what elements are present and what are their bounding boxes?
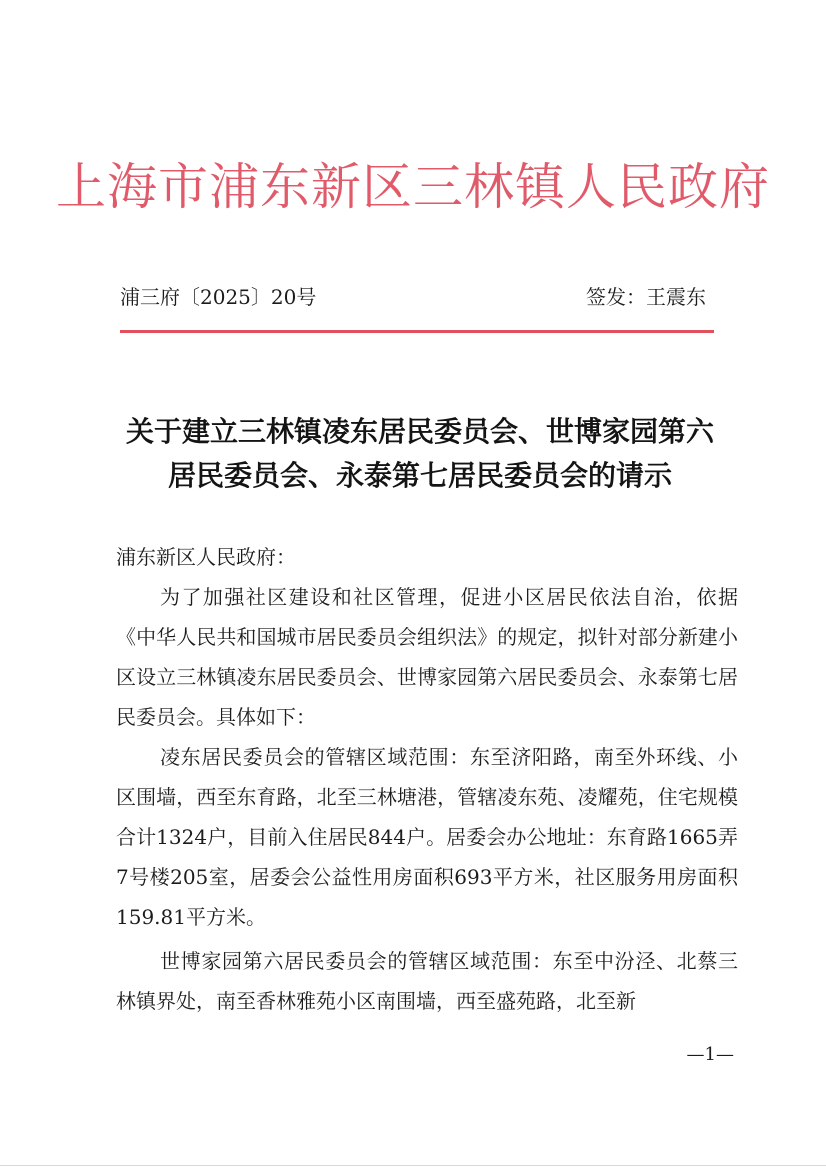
document-number: 浦三府〔2025〕20号 [120, 285, 317, 309]
signer-block [586, 282, 706, 312]
salutation: 浦东新区人民政府： [116, 545, 296, 569]
signer-name: 王震东 [646, 285, 706, 309]
title-line-1: 关于建立三林镇凌东居民委员会、世博家园第六 [125, 415, 714, 448]
signer-label: 签发： [586, 285, 646, 309]
red-separator-line [120, 330, 714, 333]
document-info-line [120, 282, 712, 312]
body-paragraph-shibo: 世博家园第六居民委员会的管辖区域范围：东至中汾泾、北蔡三林镇界处，南至香林雅苑小区南围墙，西至盛苑路，北至新 [116, 949, 738, 1013]
body-paragraph-intro: 为了加强社区建设和社区管理，促进小区居民依法自治，依据《中华人民共和国城市居民委员会组织法》的规定，拟针对部分新建小区设立三林镇凌东居民委员会、世博家园第六居民委员会、永泰第七居民委员会。具体如下： [116, 585, 738, 729]
body-paragraph-lingdong: 凌东居民委员会的管辖区域范围：东至济阳路，南至外环线、小区围墙，西至东育路，北至三林塘港，管辖凌东苑、凌耀苑，住宅规模合计1324户，目前入住居民844户。居委会办公地址：东育路1665弄7号楼205室，居委会公益性用房面积693平方米，社区服务用房面积159.81平方米。 [116, 745, 738, 929]
scan-edge-line [0, 1165, 826, 1166]
issuer-masthead: 上海市浦东新区三林镇人民政府 [56, 158, 770, 216]
document-body [116, 537, 738, 1021]
page-number: —1— [686, 1044, 734, 1065]
document-title [110, 410, 730, 498]
title-line-2: 居民委员会、永泰第七居民委员会的请示 [167, 459, 672, 492]
